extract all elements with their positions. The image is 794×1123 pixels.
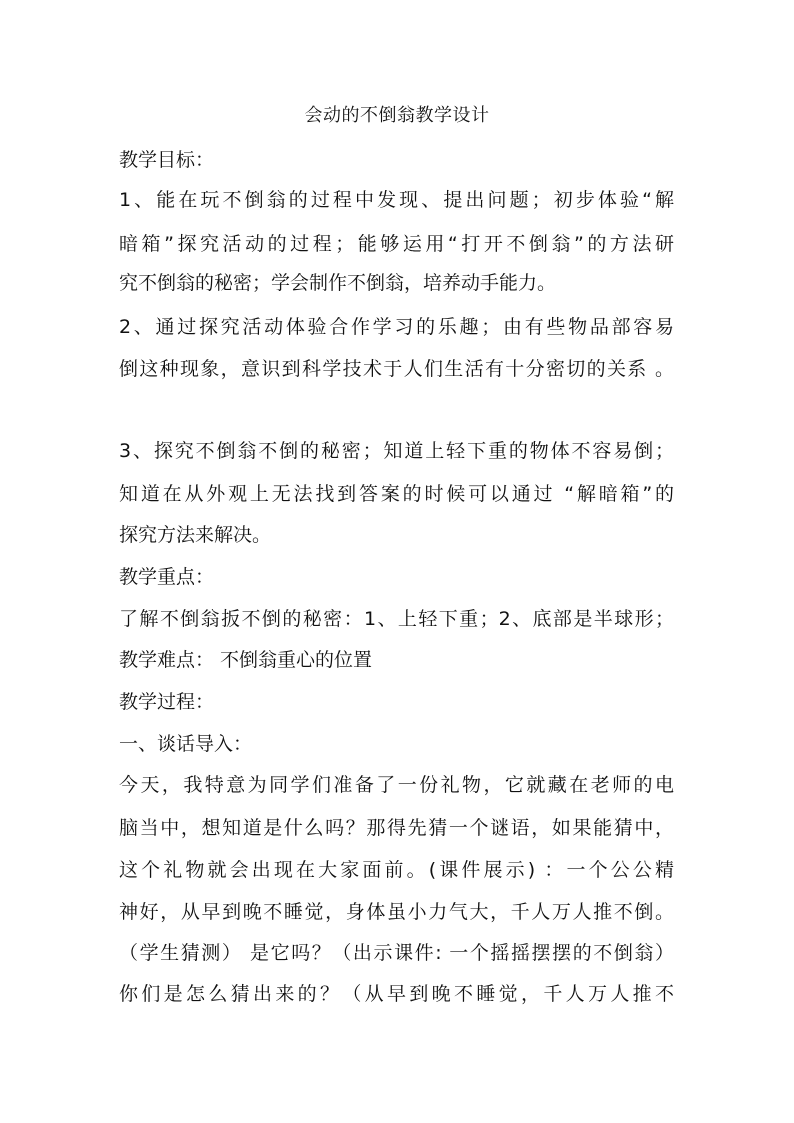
paragraph-line: 这个礼物就会出现在大家面前。(课件展示) ：一个公公精 bbox=[119, 859, 674, 881]
paragraph-line: 暗箱”探究活动的过程；能够运用“打开不倒翁”的方法研 bbox=[119, 233, 674, 255]
paragraph-line: 1、能在玩不倒翁的过程中发现、提出问题；初步体验“解 bbox=[119, 189, 674, 211]
paragraph-line: 倒这种现象，意识到科学技术于人们生活有十分密切的关系 。 bbox=[119, 358, 674, 380]
paragraph-line: 神好，从早到晚不睡觉，身体虽小力气大，千人万人推不倒。 bbox=[119, 901, 674, 923]
paragraph-line: 今天，我特意为同学们准备了一份礼物，它就藏在老师的电 bbox=[119, 774, 674, 796]
section-heading-objectives: 教学目标： bbox=[119, 149, 215, 171]
paragraph-line: 了解不倒翁扳不倒的秘密：1、上轻下重；2、底部是半球形； bbox=[119, 608, 674, 630]
paragraph-line: 脑当中，想知道是什么吗？那得先猜一个谜语，如果能猜中， bbox=[119, 817, 674, 839]
section-heading-key-points: 教学重点： bbox=[119, 566, 215, 588]
section-heading-process: 教学过程： bbox=[119, 691, 215, 713]
paragraph-line: 究不倒翁的秘密；学会制作不倒翁，培养动手能力。 bbox=[119, 272, 557, 294]
section-heading-introduction: 一、谈话导入： bbox=[119, 733, 253, 755]
paragraph-line: 你们是怎么猜出来的？（从早到晚不睡觉，千人万人推不 bbox=[119, 983, 674, 1005]
paragraph-line: （学生猜测） 是它吗？（出示课件: 一个摇摇摆摆的不倒翁） bbox=[119, 942, 674, 964]
section-heading-difficulty: 教学难点： 不倒翁重心的位置 bbox=[119, 649, 373, 671]
paragraph-line: 3、探究不倒翁不倒的秘密；知道上轻下重的物体不容易倒； bbox=[119, 440, 674, 462]
paragraph-line: 2、通过探究活动体验合作学习的乐趣；由有些物品部容易 bbox=[119, 316, 674, 338]
document-title: 会动的不倒翁教学设计 bbox=[304, 105, 490, 126]
paragraph-line: 探究方法来解决。 bbox=[119, 524, 272, 546]
paragraph-line: 知道在从外观上无法找到答案的时候可以通过 “解暗箱”的 bbox=[119, 483, 674, 505]
